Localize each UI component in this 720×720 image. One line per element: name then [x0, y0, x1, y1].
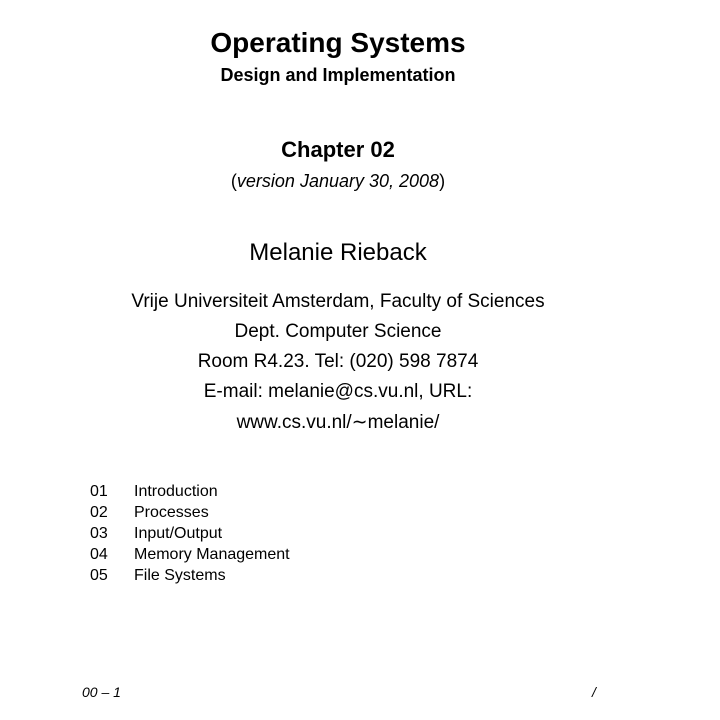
- document-title: Operating Systems: [210, 27, 466, 58]
- toc-item-number: 01: [90, 483, 108, 500]
- toc-item: [90, 523, 290, 544]
- url-tilde: ∼: [351, 411, 368, 433]
- document-subtitle: Design and Implementation: [220, 65, 456, 85]
- toc-item-label: Introduction: [134, 483, 218, 500]
- toc-item-label: Memory Management: [134, 546, 290, 563]
- url-prefix: www.cs.vu.nl/: [236, 412, 352, 433]
- affiliation-department: Dept. Computer Science: [234, 321, 442, 342]
- toc-item: [90, 544, 290, 565]
- toc-item-label: Processes: [134, 504, 209, 521]
- toc-item-number: 02: [90, 504, 108, 521]
- version-open-paren: (: [230, 171, 237, 191]
- toc-item-number: 05: [90, 567, 108, 584]
- url-suffix: melanie/: [367, 412, 440, 433]
- toc-item-number: 03: [90, 525, 108, 542]
- author-name: Melanie Rieback: [249, 239, 427, 266]
- version-close-paren: ): [439, 171, 446, 191]
- version-line: [0, 170, 676, 192]
- page-number: 00 – 1: [82, 684, 121, 700]
- affiliation-email: E-mail: melanie@cs.vu.nl, URL:: [203, 381, 473, 402]
- version-text: version January 30, 2008: [236, 171, 440, 191]
- affiliation-room-phone: Room R4.23. Tel: (020) 598 7874: [197, 351, 479, 372]
- chapter-label: Chapter 02: [281, 137, 395, 162]
- toc-item-label: Input/Output: [134, 525, 223, 542]
- affiliation-university: Vrije Universiteit Amsterdam, Faculty of Sciences: [131, 291, 545, 312]
- toc-item-label: File Systems: [134, 567, 226, 584]
- toc-item: [90, 565, 290, 586]
- affiliation-url: [0, 407, 676, 438]
- footer-slash: /: [592, 684, 596, 700]
- toc-item-number: 04: [90, 546, 108, 563]
- affiliation-block: [0, 287, 676, 438]
- toc-item: [90, 502, 290, 523]
- toc-item: [90, 481, 290, 502]
- table-of-contents: [90, 481, 290, 586]
